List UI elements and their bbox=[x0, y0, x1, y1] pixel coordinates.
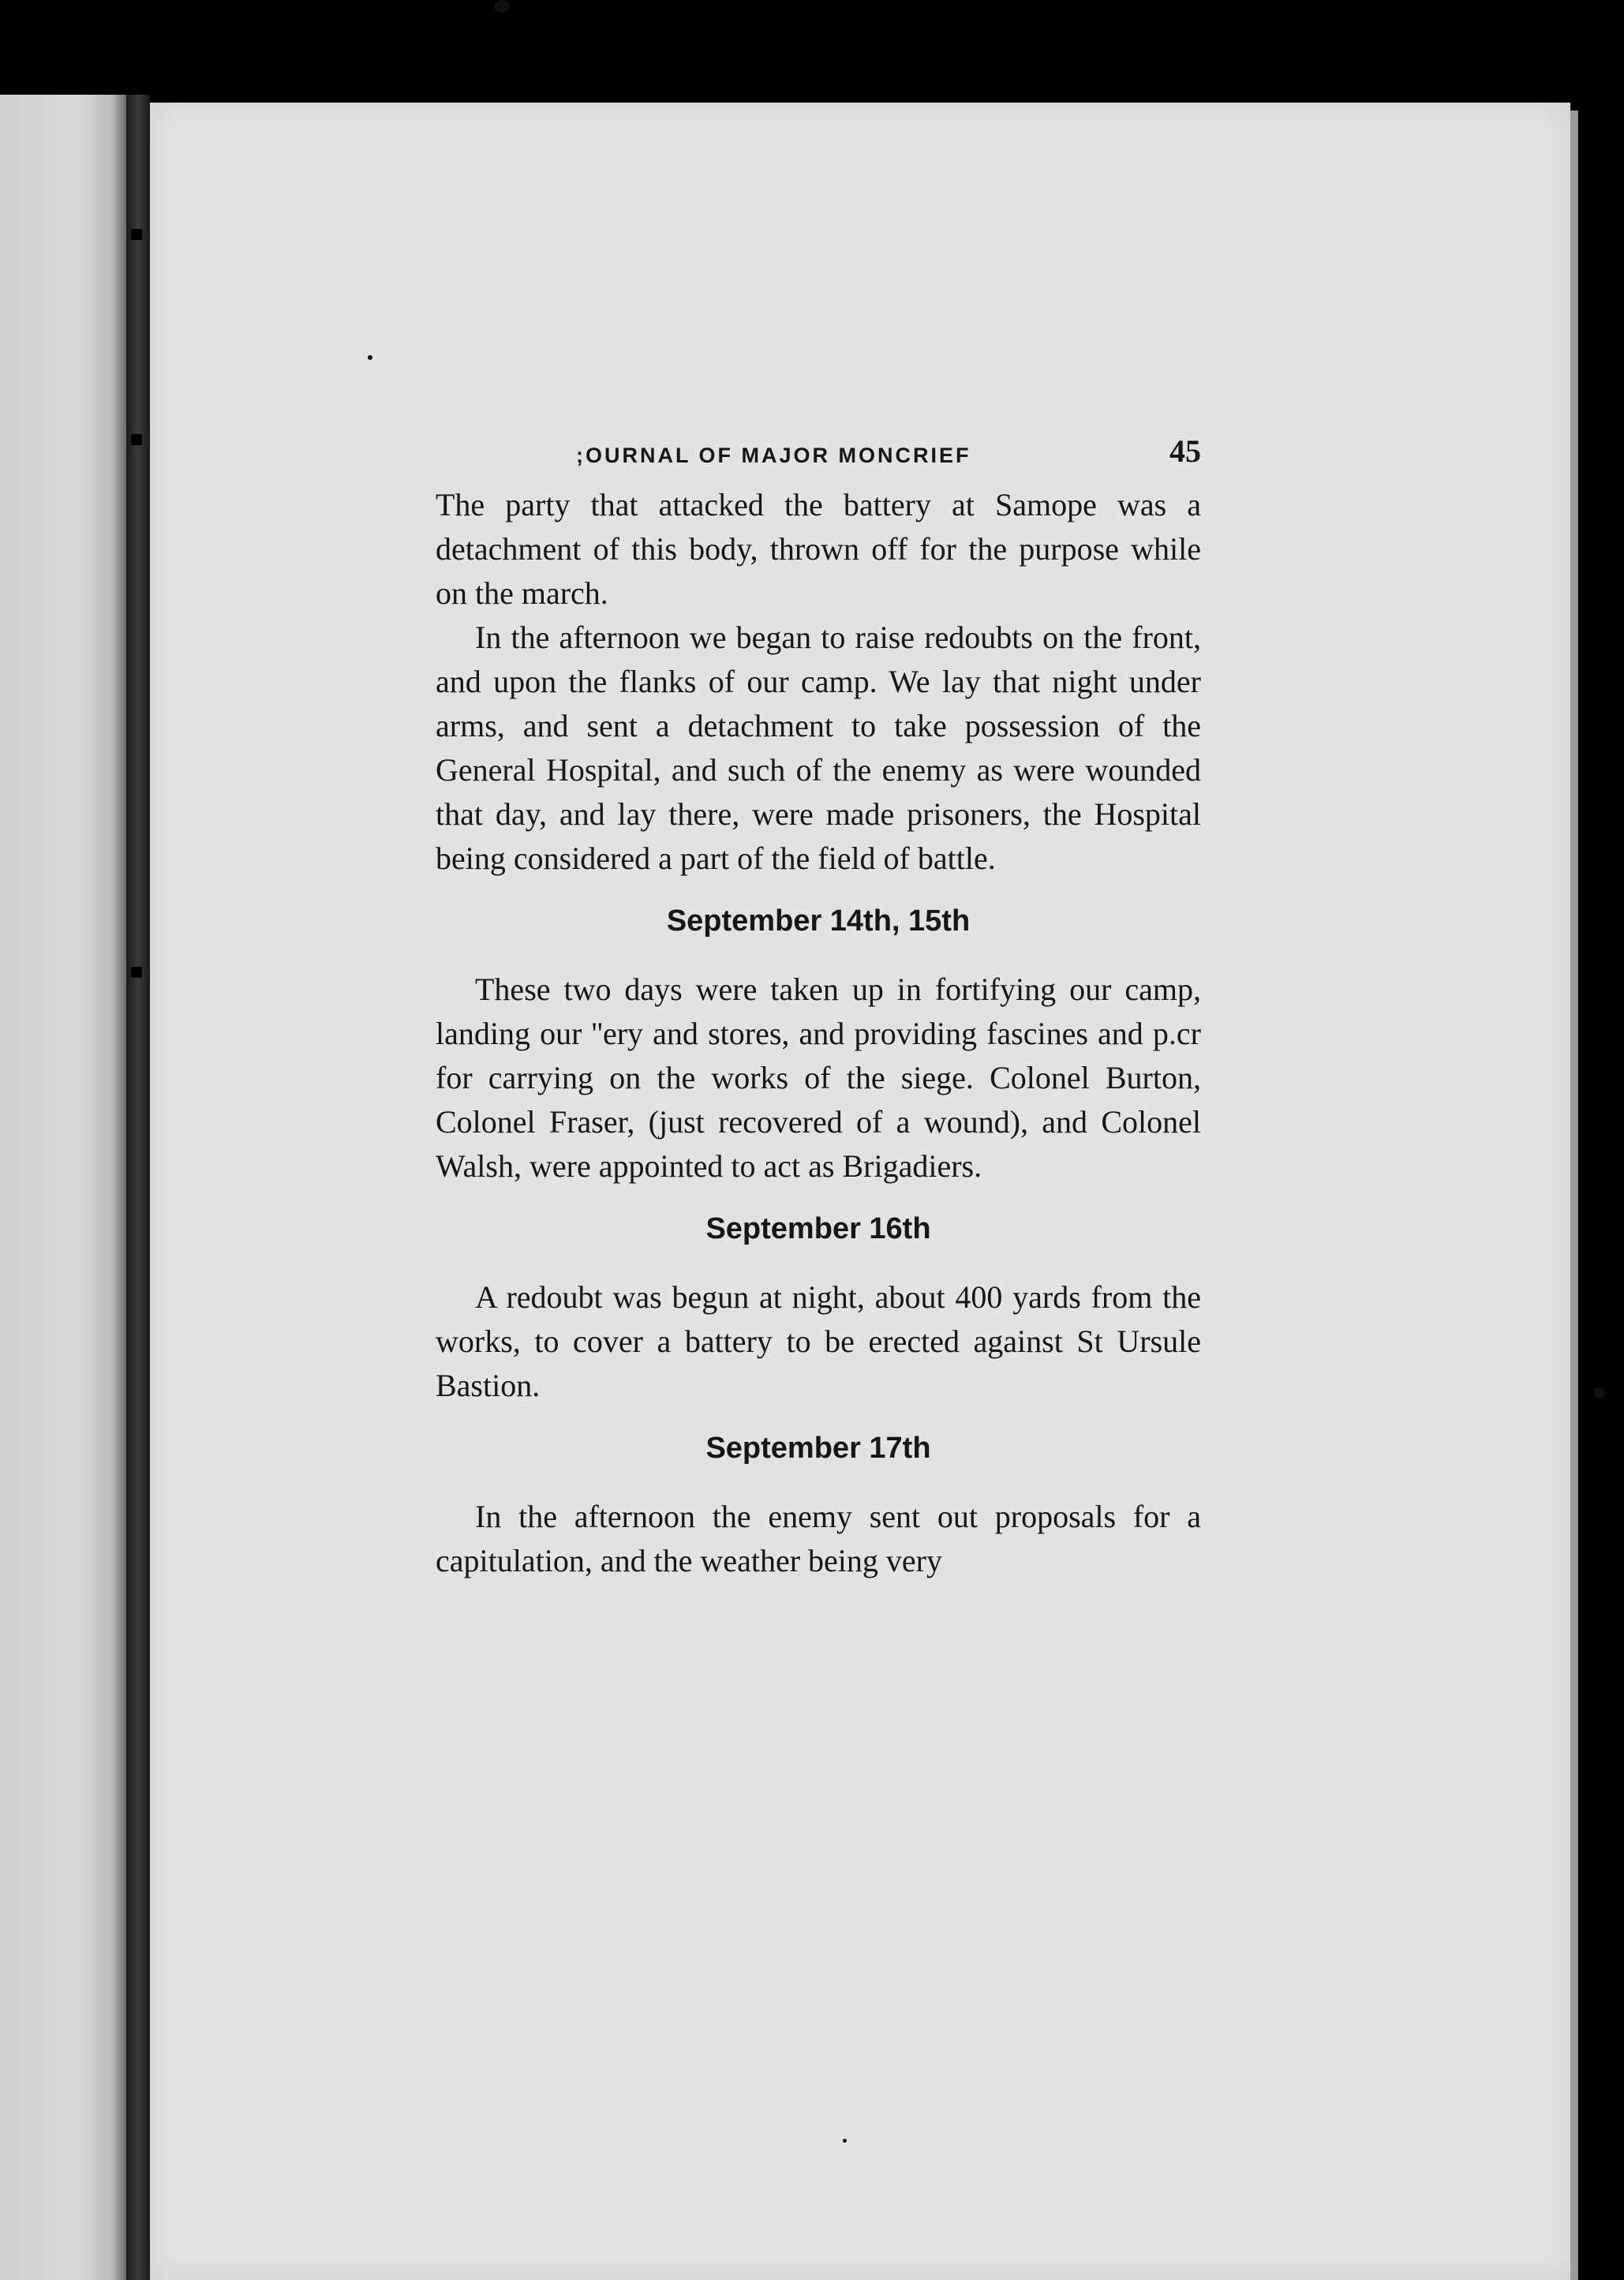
page-right-edge bbox=[1570, 110, 1578, 2280]
scan-speck bbox=[843, 2139, 847, 2143]
paragraph: These two days were taken up in fortifying our camp, landing our ''ery and stores, and providing fascines and p.cr for carrying on the works of the siege. Colonel Burton, Colonel Fraser, (just recovered of a wound), and Colonel Walsh, were appointed to act as Brigadiers. bbox=[436, 972, 1201, 1184]
previous-page-edge bbox=[0, 95, 130, 2280]
section-heading: September 17th bbox=[705, 1432, 931, 1465]
paragraph: In the afternoon the enemy sent out proposals for a capitulation, and the weather being very bbox=[436, 1499, 1201, 1578]
paragraph: In the afternoon we began to raise redoubts on the front, and upon the flanks of our camp. We lay that night under arms, and sent a detachment to take possession of the General Hospital, and such of the enemy as were wounded that day, and lay there, were made prisoners, the Hospital being considered a part of the field of battle. bbox=[436, 620, 1201, 876]
scan-speck bbox=[368, 355, 372, 360]
gutter-mark bbox=[131, 967, 142, 978]
gutter-mark bbox=[131, 434, 142, 445]
running-head bbox=[436, 426, 1201, 474]
page-number: 45 bbox=[1169, 433, 1201, 469]
page-gutter bbox=[126, 95, 150, 2280]
section-heading: September 14th, 15th bbox=[666, 904, 971, 938]
scan-speck bbox=[494, 0, 510, 13]
running-head-title: ;OURNAL OF MAJOR MONCRIEF bbox=[576, 444, 971, 467]
scan-speck bbox=[1594, 1387, 1605, 1398]
page-content bbox=[436, 426, 1201, 1583]
paragraph: The party that attacked the battery at Samope was a detachment of this body, thrown off for the purpose while on the march. bbox=[436, 487, 1201, 611]
section-heading: September 16th bbox=[705, 1212, 931, 1245]
gutter-mark bbox=[131, 229, 142, 240]
paragraph: A redoubt was begun at night, about 400 yards from the works, to cover a battery to be erected against St Ursule Bastion. bbox=[436, 1279, 1201, 1403]
